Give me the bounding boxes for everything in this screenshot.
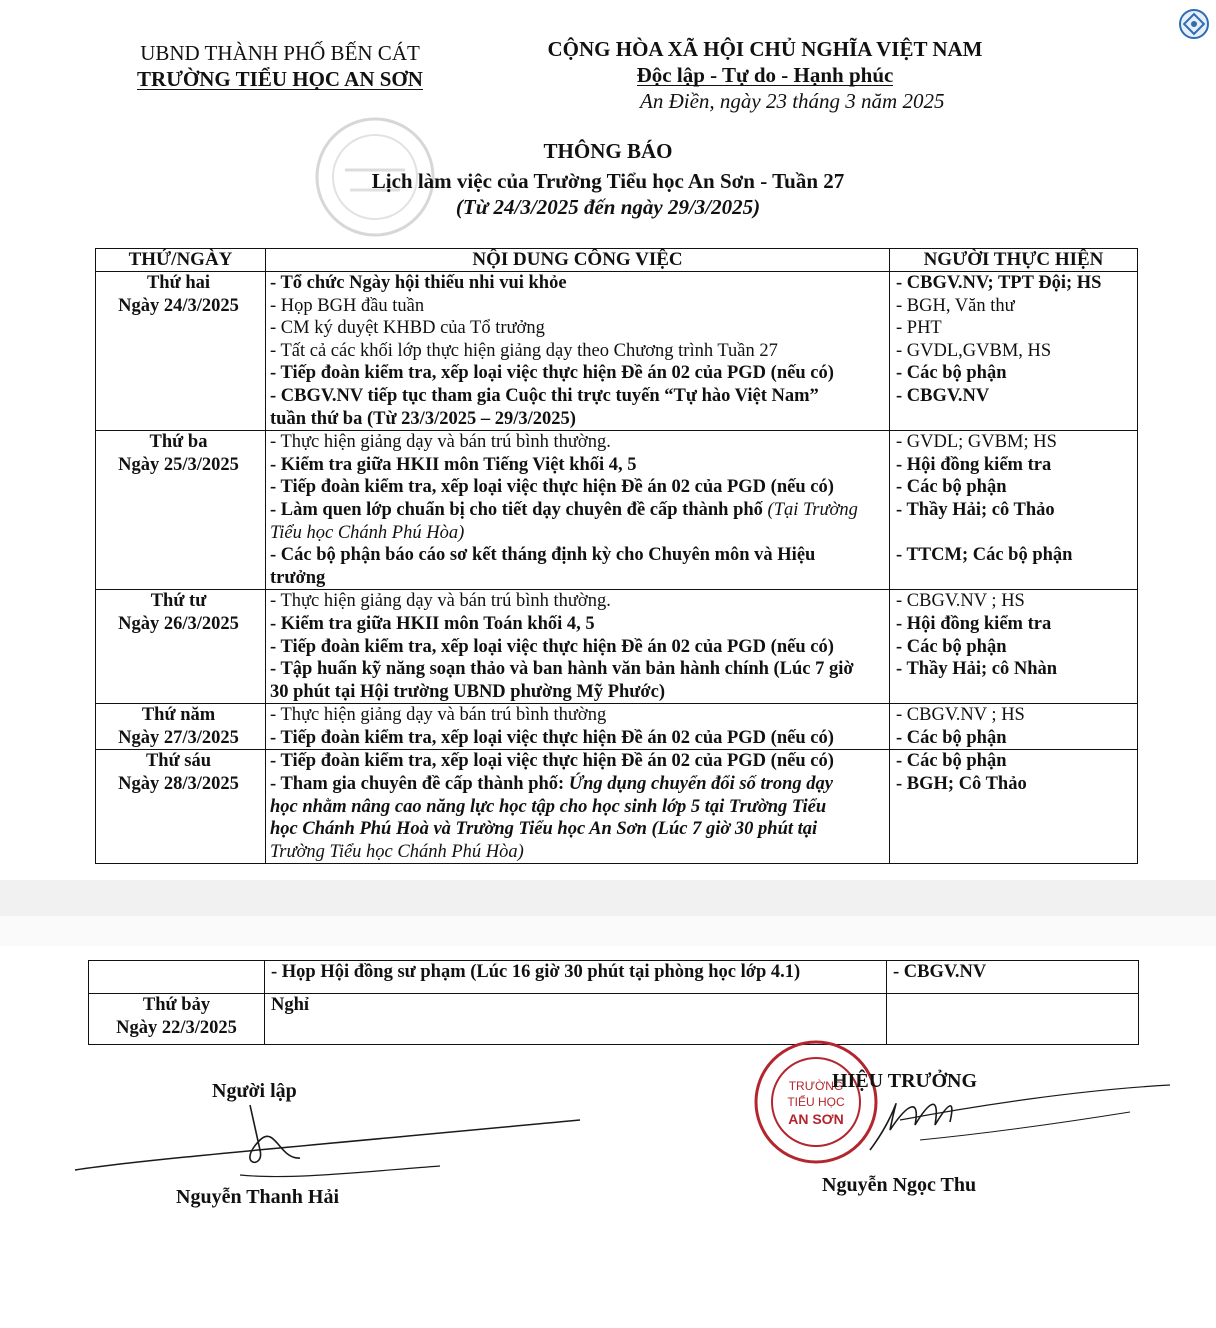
table-row	[96, 704, 1138, 750]
day-name: Thứ tư	[150, 591, 207, 612]
task-line-italic: học Chánh Phú Hoà và Trường Tiểu học An Sơn (Lúc 7 giờ 30 phút tại	[270, 819, 818, 840]
who-cell	[890, 704, 1138, 750]
task-cell	[266, 704, 890, 750]
motto: Độc lập - Tự do - Hạnh phúc	[636, 63, 894, 87]
page-gap	[0, 880, 1216, 916]
table-header-row	[96, 249, 1138, 272]
task-line: - Tiếp đoàn kiểm tra, xếp loại việc thực hiện Đề án 02 của PGD (nếu có)	[270, 477, 834, 498]
task-line-italic: học nhằm nâng cao năng lực học tập cho học sinh lớp 5 tại Trường Tiểu	[270, 796, 827, 817]
who-line: - Các bộ phận	[896, 727, 1007, 748]
who-line: - Thầy Hải; cô Nhàn	[896, 659, 1058, 680]
task-line: - Tập huấn kỹ năng soạn thảo và ban hành văn bản hành chính (Lúc 7 giờ	[270, 659, 854, 680]
who-line: - Các bộ phận	[896, 477, 1007, 498]
principal-label: HIỆU TRƯỞNG	[832, 1070, 978, 1092]
task-line: - Làm quen lớp chuẩn bị cho tiết dạy chuyên đề cấp thành phố	[270, 499, 763, 520]
who-cell	[890, 590, 1138, 704]
who-line: - GVDL,GVBM, HS	[896, 340, 1052, 361]
who-line: - Hội đồng kiểm tra	[896, 613, 1052, 634]
country-header	[520, 36, 1010, 114]
notice-title-block	[0, 138, 1216, 220]
who-line: - PHT	[896, 318, 942, 339]
country-name: CỘNG HÒA XÃ HỘI CHỦ NGHĨA VIỆT NAM	[547, 37, 983, 61]
logo-icon	[1178, 8, 1210, 40]
org-header	[110, 40, 450, 92]
who-cell	[890, 431, 1138, 590]
day-date: Ngày 25/3/2025	[118, 454, 239, 475]
task-line: - CM ký duyệt KHBD của Tổ trưởng	[270, 318, 545, 339]
who-line: - TTCM; Các bộ phận	[896, 545, 1073, 566]
task-line: - Các bộ phận báo cáo sơ kết tháng định kỳ cho Chuyên môn và Hiệu	[270, 545, 816, 566]
task-line: - Tiếp đoàn kiểm tra, xếp loại việc thực hiện Đề án 02 của PGD (nếu có)	[270, 727, 834, 748]
place-date: An Điền, ngày 23 tháng 3 năm 2025	[640, 89, 945, 113]
who-cell	[890, 750, 1138, 864]
task-line: - Tất cả các khối lớp thực hiện giảng dạy theo Chương trình Tuần 27	[270, 340, 778, 361]
task-line: - Họp Hội đồng sư phạm (Lúc 16 giờ 30 phút tại phòng học lớp 4.1)	[271, 962, 801, 982]
who-line: - CBGV.NV ; HS	[896, 705, 1025, 726]
table-row	[89, 961, 1139, 994]
task-cell	[265, 994, 887, 1045]
day-cell	[96, 704, 266, 750]
task-line: - Tổ chức Ngày hội thiếu nhi vui khỏe	[270, 273, 567, 293]
who-line: - CBGV.NV	[896, 385, 990, 406]
org-line1: UBND THÀNH PHỐ BẾN CÁT	[140, 41, 420, 65]
task-line: tuần thứ ba (Từ 23/3/2025 – 29/3/2025)	[270, 408, 576, 429]
task-line-italic: Trường Tiểu học Chánh Phú Hòa)	[270, 841, 524, 862]
task-line: - Họp BGH đầu tuần	[270, 295, 425, 316]
task-cell	[265, 961, 887, 994]
table-row	[96, 431, 1138, 590]
header-task: NỘI DUNG CÔNG VIỆC	[266, 249, 890, 272]
who-line: - Các bộ phận	[896, 363, 1007, 384]
who-cell	[887, 994, 1139, 1045]
header-who: NGƯỜI THỰC HIỆN	[890, 249, 1138, 272]
who-line: - BGH, Văn thư	[896, 295, 1015, 316]
task-line: - Kiểm tra giữa HKII môn Toán khối 4, 5	[270, 613, 595, 634]
notice-subtitle: Lịch làm việc của Trường Tiểu học An Sơn - Tuần 27	[371, 169, 845, 193]
task-line: - Tiếp đoàn kiểm tra, xếp loại việc thực hiện Đề án 02 của PGD (nếu có)	[270, 636, 834, 657]
day-date: Ngày 28/3/2025	[118, 774, 239, 795]
table-row	[89, 994, 1139, 1045]
day-cell	[96, 750, 266, 864]
day-cell	[96, 431, 266, 590]
who-line: - CBGV.NV; TPT Đội; HS	[896, 273, 1102, 293]
day-cell	[96, 272, 266, 431]
task-line-italic: Ứng dụng chuyển đổi số trong dạy	[568, 774, 833, 795]
day-name: Thứ ba	[149, 432, 208, 453]
table-row	[96, 272, 1138, 431]
day-cell	[96, 590, 266, 704]
task-line-italic: (Tại Trường	[767, 499, 858, 520]
continuation-table	[88, 960, 1139, 1045]
day-name: Thứ hai	[146, 273, 211, 293]
who-line: - CBGV.NV ; HS	[896, 591, 1025, 612]
schedule-table	[95, 248, 1138, 864]
task-line: - Tham gia chuyên đề cấp thành phố:	[270, 774, 565, 795]
day-date: Ngày 22/3/2025	[116, 1017, 237, 1038]
task-line-italic: Tiểu học Chánh Phú Hòa)	[270, 522, 465, 543]
notice-heading: THÔNG BÁO	[543, 139, 673, 163]
preparer-name: Nguyễn Thanh Hải	[176, 1186, 340, 1208]
who-line: - GVDL; GVBM; HS	[896, 432, 1057, 453]
task-line: - Kiểm tra giữa HKII môn Tiếng Việt khối 4, 5	[270, 454, 637, 475]
task-cell	[266, 272, 890, 431]
who-line: - CBGV.NV	[893, 962, 987, 982]
task-line: Nghỉ	[271, 995, 310, 1015]
stamp-line1: TRƯỜNG	[788, 1079, 844, 1093]
task-line: - Thực hiện giảng dạy và bán trú bình thường	[270, 705, 607, 726]
task-line: trưởng	[270, 567, 326, 588]
page-gap-lower	[0, 916, 1216, 946]
preparer-label: Người lập	[212, 1080, 297, 1102]
task-line: - Tiếp đoàn kiểm tra, xếp loại việc thực hiện Đề án 02 của PGD (nếu có)	[270, 751, 834, 772]
task-line: - Tiếp đoàn kiểm tra, xếp loại việc thực hiện Đề án 02 của PGD (nếu có)	[270, 363, 834, 384]
preparer-signature-icon	[60, 1080, 620, 1220]
task-cell	[266, 590, 890, 704]
day-name: Thứ sáu	[145, 751, 212, 772]
notice-range: (Từ 24/3/2025 đến ngày 29/3/2025)	[455, 195, 761, 219]
day-cell	[89, 961, 265, 994]
who-cell	[887, 961, 1139, 994]
header-day: THỨ/NGÀY	[96, 249, 266, 272]
task-line: - Thực hiện giảng dạy và bán trú bình thường.	[270, 591, 611, 612]
task-cell	[266, 431, 890, 590]
day-cell	[89, 994, 265, 1045]
day-name: Thứ bảy	[142, 995, 211, 1015]
task-line: - CBGV.NV tiếp tục tham gia Cuộc thi trực tuyến “Tự hào Việt Nam”	[270, 385, 819, 406]
principal-name: Nguyễn Ngọc Thu	[822, 1174, 977, 1196]
who-line: - Thầy Hải; cô Thảo	[896, 499, 1055, 520]
task-line: - Thực hiện giảng dạy và bán trú bình thường.	[270, 432, 611, 453]
who-line: - BGH; Cô Thảo	[896, 774, 1027, 795]
who-line: - Các bộ phận	[896, 751, 1007, 772]
who-cell	[890, 272, 1138, 431]
who-line: - Các bộ phận	[896, 636, 1007, 657]
day-date: Ngày 24/3/2025	[118, 295, 239, 316]
task-line: 30 phút tại Hội trường UBND phường Mỹ Phước)	[270, 681, 666, 702]
day-date: Ngày 27/3/2025	[118, 727, 239, 748]
task-cell	[266, 750, 890, 864]
table-row	[96, 590, 1138, 704]
stamp-line2: TIỂU HỌC	[787, 1095, 845, 1109]
table-row	[96, 750, 1138, 864]
who-line: - Hội đồng kiểm tra	[896, 454, 1052, 475]
stamp-line3: AN SƠN	[788, 1111, 844, 1127]
org-line2: TRƯỜNG TIỂU HỌC AN SƠN	[137, 67, 423, 91]
day-date: Ngày 26/3/2025	[118, 613, 239, 634]
day-name: Thứ năm	[141, 705, 216, 726]
